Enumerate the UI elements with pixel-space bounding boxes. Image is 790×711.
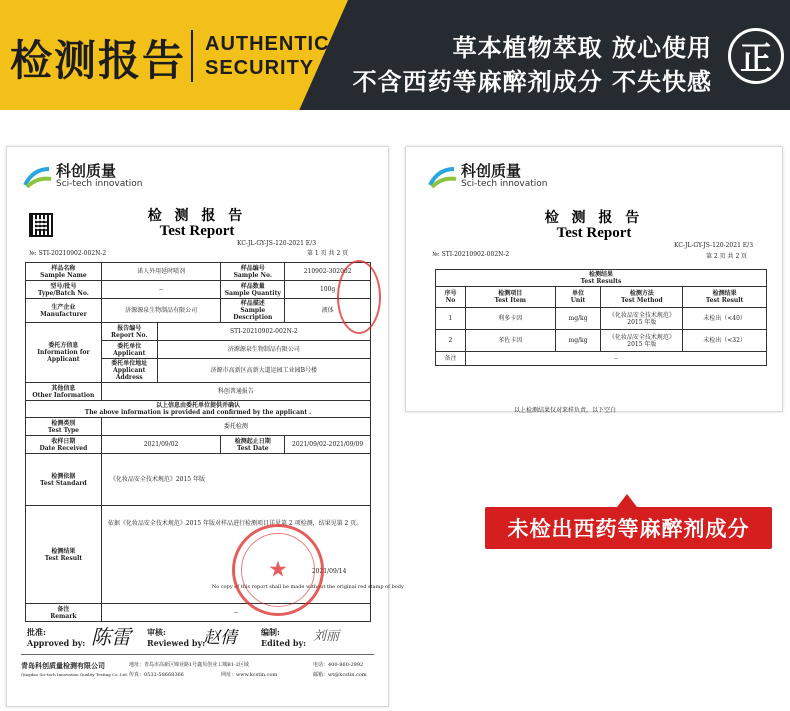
banner-en-line2: SECURITY — [205, 57, 315, 79]
footer-email: 邮箱：wt@kcstin.com — [313, 672, 367, 678]
column-header: 单位 Unit — [555, 287, 601, 308]
table-row — [436, 330, 767, 352]
edited-label: 编制: Edited by: — [261, 627, 307, 648]
test-date-value: 2021/09/02-2021/09/09 — [285, 436, 371, 454]
reviewed-label: 审核: Reviewed by: — [147, 627, 206, 648]
table-row — [436, 308, 767, 330]
sample-info-table: 样品名称 Sample Name 诺人外用延时喷剂 样品编号 Sample No. 210902-302002 型号/批号 Type/Batch No. -- 样品数量 Sample Quantity 100g 生产企业 Manufacturer 济源源泉生物制品有限公司 样品描述 Sample Description 液体 委托方信息 Information for Applicant 报告编号 Report No. STI-20210902-002N-2 委托单位 Applicant 济源源泉生物制品有限公司 委托单位地址 Applicant Address 济源市高新区高新大道运园工业园B号楼 其他信息 Other Information 科创普通报告 以上信息由委托单位提供并确认 The above information is provided and confirmed by the applicant . 检测类别 Test Type 委托检测 收样日期 Date Received 2021/09/02 检测起止日期 Test Date 2021/09/02-2021/09/09 检测依据 Test Standard 《化妆品安全技术规范》2015 年版 检测结果 Test Result 依据《化妆品安全技术规范》2015 年版对样品进行检测项目详见第 2 项检测，结果见第 2 页。 2021/09/14 No copy of this report shall be made without the original red stamp of body 备注 Remark -- — [25, 262, 371, 622]
footer-address: 地址：青岛市高新区锦业路1号鑫贝创业工城B1-2区域 — [129, 662, 249, 668]
logo-cn-text: 科创质量 — [56, 162, 117, 180]
sci-tech-logo-icon — [428, 165, 458, 189]
cell-result: 未检出（<32） — [683, 330, 767, 352]
callout-arrow-icon — [617, 494, 637, 507]
column-header: 检测结果 Test Result — [683, 287, 767, 308]
company-logo — [428, 163, 547, 190]
sample-no-value: 210902-302002 — [285, 263, 371, 281]
page-indicator: 第 1 页 共 2 页 — [307, 250, 349, 257]
logo-en-text: Sci-tech innovation — [56, 179, 143, 189]
logo-cn-text: 科创质量 — [461, 162, 522, 180]
footer-divider — [21, 654, 374, 655]
footer-tel: 电话：400-860-2992 — [313, 662, 364, 668]
banner-divider — [191, 30, 193, 82]
sample-name-value: 诺人外用延时喷剂 — [101, 263, 221, 281]
reviewed-signature: 赵倩 — [203, 628, 237, 648]
approved-label: 批准: Approved by: — [27, 627, 86, 648]
remark-value: -- — [101, 604, 370, 622]
cell-unit: mg/kg — [555, 330, 601, 352]
other-info-value: 科创普通报告 — [101, 383, 370, 401]
column-header: 检测方法 Test Method — [601, 287, 683, 308]
approved-signature: 陈雷 — [91, 625, 131, 649]
report-title-cn: 检 测 报 告 — [147, 208, 247, 224]
address-value: 济源市高新区高新大道运园工业园B号楼 — [157, 359, 370, 383]
footer-company-cn: 青岛科创质量检测有限公司 — [21, 661, 105, 670]
quantity-value: 100g — [285, 281, 371, 299]
column-header: 检测项目 Test Item — [465, 287, 555, 308]
cell-no: 1 — [436, 308, 466, 330]
report-title-en: Test Report — [556, 225, 632, 241]
banner-title: 检测报告 — [10, 36, 187, 85]
test-standard-value: 《化妆品安全技术规范》2015 年版 — [101, 454, 370, 506]
cell-item: 苯佐卡因 — [465, 330, 555, 352]
date-received-value: 2021/09/02 — [101, 436, 221, 454]
qr-code-icon — [29, 213, 53, 237]
authentic-badge-icon: 正 — [728, 28, 784, 84]
cell-result: 未检出（<40） — [683, 308, 767, 330]
test-type-value: 委托检测 — [101, 418, 370, 436]
cell-unit: mg/kg — [555, 308, 601, 330]
cell-no: 2 — [436, 330, 466, 352]
report-page-2 — [405, 146, 783, 412]
inspection-seal-icon: ★ — [232, 524, 324, 616]
report-code: KC-JL-GY-JS-120-2021 E/3 — [674, 242, 754, 249]
footer-company-en: Qingdao Sci-tech Innovation Quality Testing Co.,Ltd. — [21, 672, 128, 677]
footer-fax: 传真：0532-58668366 — [129, 672, 184, 678]
banner-en-line1: AUTHENTIC — [205, 33, 330, 55]
cell-label: 样品名称 Sample Name — [26, 263, 102, 281]
type-value: -- — [101, 281, 221, 299]
remark-label: 备注 — [436, 352, 466, 366]
seal-note: No copy of this report shall be made without the original red stamp of body — [211, 584, 404, 590]
report-code: KC-JL-GY-JS-120-2021 E/3 — [237, 240, 317, 247]
header-banner — [0, 0, 790, 110]
end-of-report-note: 以上检测结果仅对来样负责，以下空白 — [514, 407, 617, 414]
banner-slogan-line1: 草本植物萃取 放心使用 — [452, 34, 712, 62]
applicant-value: 济源源泉生物制品有限公司 — [157, 341, 370, 359]
cell-item: 利多卡因 — [465, 308, 555, 330]
test-result-text: 依据《化妆品安全技术规范》2015 年版对样品进行检测项目详见第 2 项检测，结果见第 2 页。 — [107, 520, 363, 527]
sci-tech-logo-icon — [23, 165, 53, 189]
description-value: 液体 — [285, 299, 371, 323]
page-seam-seal-icon — [337, 260, 381, 334]
banner-slogan-line2: 不含西药等麻醉剂成分 不失快感 — [352, 68, 712, 96]
callout-badge: 未检出西药等麻醉剂成分 — [485, 507, 772, 549]
cell-method: 《化妆品安全技术规范》2015 年版 — [601, 330, 683, 352]
test-results-table: 检测结果 Test Results 序号 No 检测项目 Test Item 单位 Unit 检测方法 Test Method 检测结果 Test Result 1 利多卡因 mg/kg 《化妆品安全技术规范》2015 年版 未检出（<40） 2 苯佐卡因 mg/kg 《化妆品安全技术规范》2015 年版 未检出（<32） 备注 -- — [435, 269, 767, 366]
column-header: 序号 No — [436, 287, 466, 308]
result-date: 2021/09/14 — [311, 568, 347, 575]
remark-value: -- — [465, 352, 766, 366]
report-title-cn: 检 测 报 告 — [544, 210, 644, 226]
report-page-1 — [6, 146, 404, 707]
cell-method: 《化妆品安全技术规范》2015 年版 — [601, 308, 683, 330]
report-no-value: STI-20210902-002N-2 — [157, 323, 370, 341]
edited-signature: 刘丽 — [313, 629, 340, 644]
report-number: №: STI-20210902-002N-2 — [432, 251, 510, 258]
footer-web: 网址：www.kcstin.com — [221, 672, 278, 678]
company-logo — [23, 163, 142, 190]
report-title-en: Test Report — [159, 223, 235, 239]
logo-en-text: Sci-tech innovation — [461, 179, 548, 189]
report-number: №: STI-20210902-002N-2 — [29, 250, 107, 257]
manufacturer-value: 济源源泉生物制品有限公司 — [101, 299, 221, 323]
page-indicator: 第 2 页 共 2 页 — [706, 253, 748, 260]
